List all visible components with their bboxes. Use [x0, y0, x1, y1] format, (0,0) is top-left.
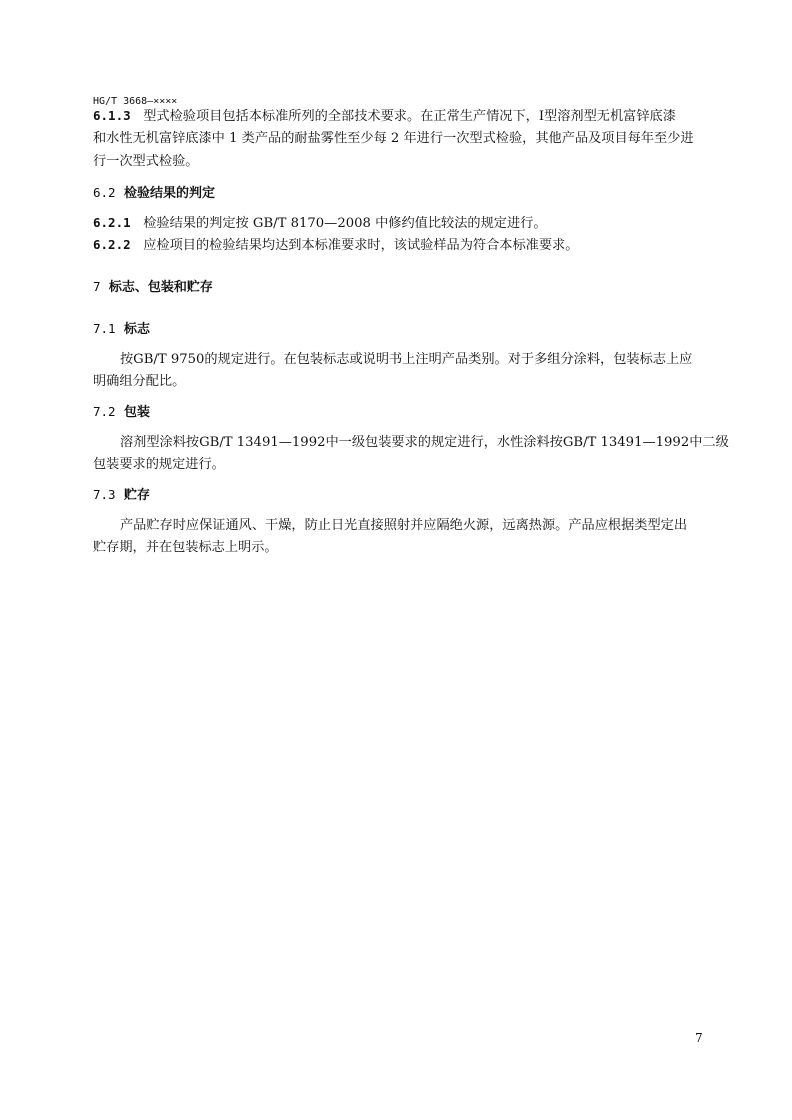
paragraph-7-3-line-1: 产品贮存时应保证通风、干燥，防止日光直接照射并应隔绝火源，远离热源。产品应根据类型定出: [120, 518, 688, 533]
clause-6-1-3-line-2: 和水性无机富锌底漆中 1 类产品的耐盐雾性至少每 2 年进行一次型式检验，其他产品及项目每年至少进: [93, 131, 694, 146]
section-heading-7-2: [93, 402, 150, 423]
clause-text: 检验结果的判定按 GB/T 8170—2008 中修约值比较法的规定进行。: [143, 216, 547, 231]
section-title: 标志: [123, 322, 150, 337]
section-number: 7.2: [93, 404, 116, 419]
paragraph-7-3-line-2: 贮存期，并在包装标志上明示。: [93, 540, 278, 555]
clause-number: 6.2.1: [93, 215, 131, 230]
section-number: 7: [93, 279, 101, 294]
section-number: 7.1: [93, 321, 116, 336]
section-title: 标志、包装和贮存: [108, 280, 213, 295]
page-number: 7: [695, 1031, 703, 1045]
section-heading-6-2: [93, 183, 215, 204]
standard-id-header: HG/T 3668—××××: [93, 96, 178, 107]
clause-6-1-3-line-3: 行一次型式检验。: [93, 154, 199, 169]
section-heading-7: [93, 277, 213, 298]
paragraph-7-1-line-1: 按GB/T 9750的规定进行。在包装标志或说明书上注明产品类别。对于多组分涂料，包装标志上应: [120, 352, 693, 367]
section-title: 包装: [123, 405, 150, 420]
section-heading-7-3: [93, 485, 150, 506]
section-number: 7.3: [93, 487, 116, 502]
paragraph-7-2-line-1: 溶剂型涂料按GB/T 13491—1992中一级包装要求的规定进行，水性涂料按GB/T 13491—1992中二级: [120, 435, 729, 450]
section-number: 6.2: [93, 185, 116, 200]
clause-text: 型式检验项目包括本标准所列的全部技术要求。在正常生产情况下，Ⅰ型溶剂型无机富锌底漆: [143, 109, 676, 124]
clause-6-1-3-line-1: [93, 106, 676, 127]
section-title: 检验结果的判定: [123, 186, 215, 201]
clause-6-2-1: [93, 213, 547, 234]
clause-text: 应检项目的检验结果均达到本标准要求时，该试验样品为符合本标准要求。: [143, 238, 579, 253]
clause-number: 6.2.2: [93, 237, 131, 252]
section-heading-7-1: [93, 319, 150, 340]
paragraph-7-1-line-2: 明确组分配比。: [93, 374, 186, 389]
paragraph-7-2-line-2: 包装要求的规定进行。: [93, 457, 225, 472]
clause-number: 6.1.3: [93, 108, 131, 123]
clause-6-2-2: [93, 235, 578, 256]
section-title: 贮存: [123, 488, 150, 503]
